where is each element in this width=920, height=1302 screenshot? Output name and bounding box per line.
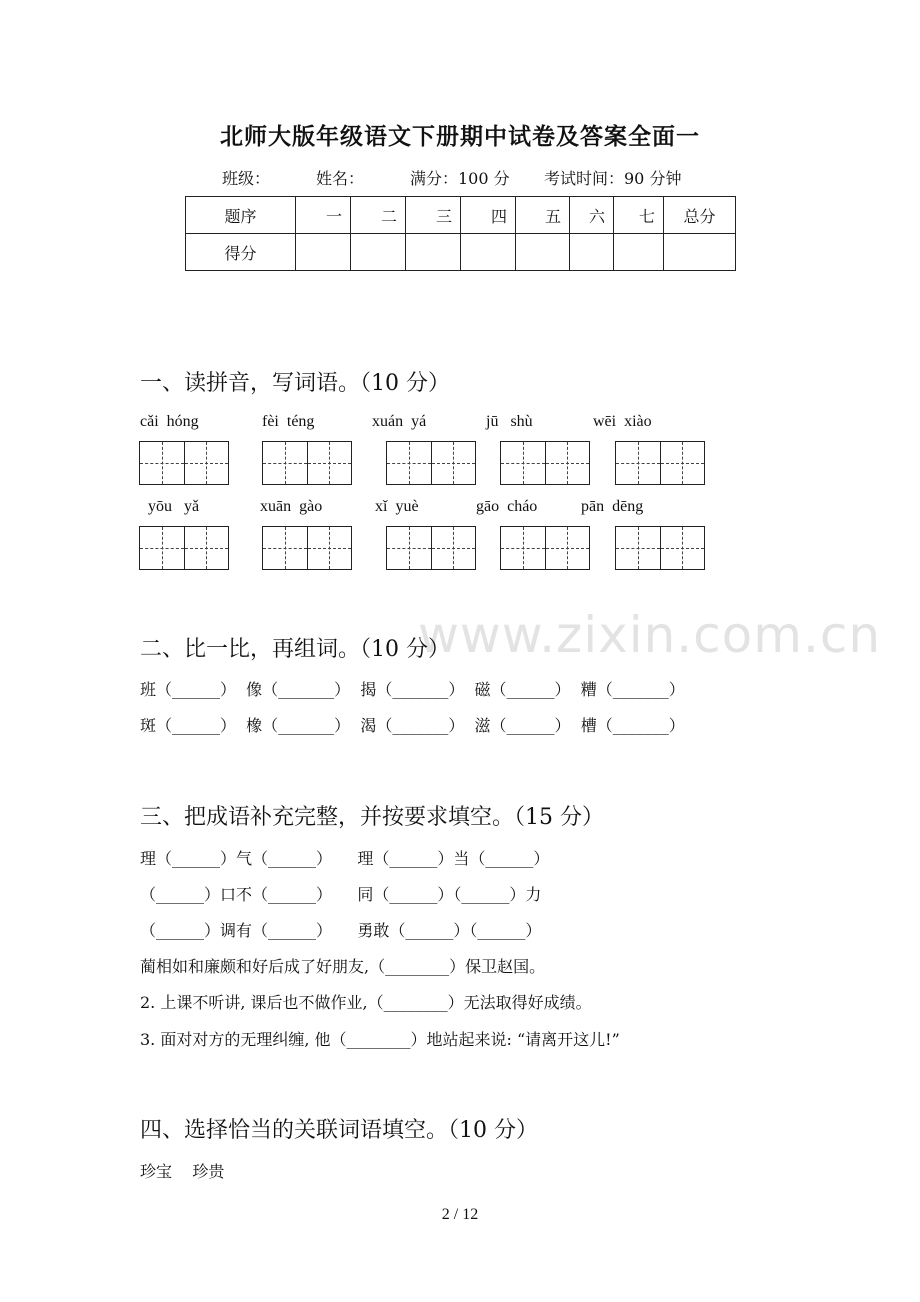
score-cell[interactable]	[406, 234, 461, 271]
pinyin-label: jū shù	[486, 413, 533, 430]
tianzige-box[interactable]	[615, 441, 705, 485]
pinyin-label: pān dēng	[581, 498, 644, 515]
tianzige-box[interactable]	[500, 526, 590, 570]
score-header-cell: 四	[461, 197, 516, 234]
score-header-cell: 七	[614, 197, 664, 234]
score-cell[interactable]	[351, 234, 406, 271]
tianzige-box[interactable]	[386, 526, 476, 570]
score-cell[interactable]	[296, 234, 351, 271]
section1-title: 一、读拼音，写词语。（10 分）	[140, 371, 450, 396]
pinyin-label: xuán yá	[372, 413, 427, 430]
score-header-cell: 一	[296, 197, 351, 234]
score-cell[interactable]	[570, 234, 614, 271]
pinyin-label: xǐ yuè	[375, 498, 419, 515]
section4-title: 四、选择恰当的关联词语填空。（10 分）	[140, 1118, 538, 1143]
score-header-cell: 五	[516, 197, 570, 234]
fill-question: 2. 上课不听讲, 课后也不做作业,（________）无法取得好成绩。	[140, 993, 592, 1012]
tianzige-box[interactable]	[139, 526, 229, 570]
pinyin-label: xuān gào	[260, 498, 323, 515]
tianzige-box[interactable]	[615, 526, 705, 570]
pinyin-label: cǎi hóng	[140, 413, 199, 430]
score-cell[interactable]	[461, 234, 516, 271]
compare-line-2: 斑（______） 橡（_______） 渴（_______） 滋（______） 槽（_______）	[140, 716, 685, 735]
score-header-cell: 二	[351, 197, 406, 234]
class-label: 班级：	[222, 169, 271, 188]
name-label: 姓名：	[316, 169, 365, 188]
compare-line-1: 班（______） 像（_______） 揭（_______） 磁（______） 糟（_______）	[140, 680, 685, 699]
tianzige-box[interactable]	[262, 526, 352, 570]
score-header-cell: 三	[406, 197, 461, 234]
pinyin-label: wēi xiào	[593, 413, 652, 430]
score-table-header-row	[186, 197, 736, 234]
score-header-cell: 六	[570, 197, 614, 234]
fill-question: 3. 面对对方的无理纠缠, 他（________）地站起来说: “请离开这儿!”	[140, 1030, 620, 1049]
tianzige-box[interactable]	[139, 441, 229, 485]
idiom-line: 理（______）气（______） 理（______）当（______）	[140, 849, 550, 868]
exam-time-label: 考试时间：90 分钟	[544, 169, 682, 188]
score-cell[interactable]	[614, 234, 664, 271]
score-cell[interactable]	[664, 234, 736, 271]
pinyin-label: gāo cháo	[476, 498, 538, 515]
fill-question: 蔺相如和廉颇和好后成了好朋友,（________）保卫赵国。	[140, 957, 546, 976]
score-header-cell: 题序	[186, 197, 296, 234]
idiom-line: （______）口不（______） 同（______）（______）力	[140, 885, 542, 904]
watermark: www.zixin.com.cn	[418, 606, 882, 664]
pinyin-label: fèi téng	[262, 413, 315, 430]
score-row-label: 得分	[186, 234, 296, 271]
tianzige-box[interactable]	[386, 441, 476, 485]
section2-title: 二、比一比，再组词。（10 分）	[140, 637, 450, 662]
score-header-cell: 总分	[664, 197, 736, 234]
word-options: 珍宝 珍贵	[140, 1162, 225, 1181]
full-score-label: 满分：100 分	[410, 169, 510, 188]
exam-title: 北师大版年级语文下册期中试卷及答案全面一	[220, 123, 700, 150]
pinyin-label: yōu yǎ	[148, 498, 200, 515]
score-cell[interactable]	[516, 234, 570, 271]
tianzige-box[interactable]	[262, 441, 352, 485]
score-table	[185, 196, 736, 271]
section3-title: 三、把成语补充完整，并按要求填空。（15 分）	[140, 805, 604, 830]
score-table-score-row	[186, 234, 736, 271]
idiom-line: （______）调有（______） 勇敢（______）（______）	[140, 921, 542, 940]
page-number: 2 / 12	[441, 1206, 479, 1223]
tianzige-box[interactable]	[500, 441, 590, 485]
